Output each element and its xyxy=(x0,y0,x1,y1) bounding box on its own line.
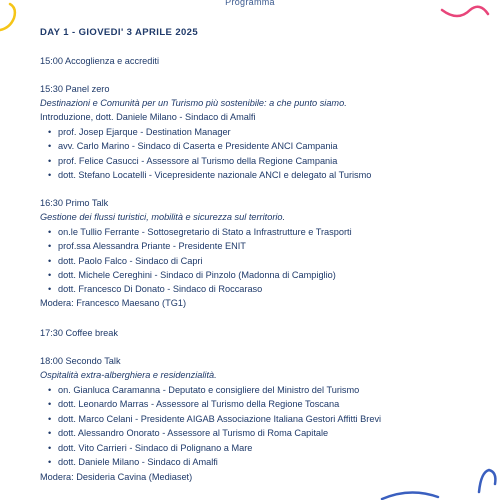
session-topic: Ospitalità extra-alberghiera e residenzialità. xyxy=(40,370,217,380)
speaker-item: • dott. Stefano Locatelli - Vicepresidente nazionale ANCI e delegato al Turismo xyxy=(48,170,372,180)
speaker-item: • dott. Paolo Falco - Sindaco di Capri xyxy=(48,256,203,266)
moderator-line: Modera: Francesco Maesano (TG1) xyxy=(40,298,187,308)
speaker-item: • dott. Daniele Milano - Sindaco di Amalfi xyxy=(48,457,218,467)
session-title: 15:30 Panel zero xyxy=(40,84,110,94)
section-header: Programma xyxy=(225,0,275,7)
speaker-item: • avv. Carlo Marino - Sindaco di Caserta e Presidente ANCI Campania xyxy=(48,141,338,151)
speaker-item: • dott. Michele Cereghini - Sindaco di Pinzolo (Madonna di Campiglio) xyxy=(48,270,336,280)
speaker-item: • prof. Josep Ejarque - Destination Manager xyxy=(48,127,231,137)
speaker-item: • dott. Francesco Di Donato - Sindaco di Roccaraso xyxy=(48,284,263,294)
speaker-item: • on. Gianluca Caramanna - Deputato e consigliere del Ministro del Turismo xyxy=(48,385,360,395)
blue-arc-decoration-bottom xyxy=(380,485,440,500)
schedule-line: 15:00 Accoglienza e accrediti xyxy=(40,56,160,66)
moderator-line: Modera: Desideria Cavina (Mediaset) xyxy=(40,472,193,482)
session-title: 16:30 Primo Talk xyxy=(40,198,109,208)
blue-squiggle-decoration-right xyxy=(475,462,500,500)
session-topic: Gestione dei flussi turistici, mobilità e sicurezza sul territorio. xyxy=(40,212,286,222)
day-title: DAY 1 - GIOVEDI' 3 APRILE 2025 xyxy=(40,27,199,38)
speaker-item: • dott. Marco Celani - Presidente AIGAB Associazione Italiana Gestori Affitti Brevi xyxy=(48,414,382,424)
schedule-line: 17:30 Coffee break xyxy=(40,328,118,338)
speaker-item: • dott. Leonardo Marras - Assessore al Turismo della Regione Toscana xyxy=(48,399,340,409)
session-topic: Destinazioni e Comunità per un Turismo più sostenibile: a che punto siamo. xyxy=(40,98,347,108)
speaker-item: • dott. Alessandro Onorato - Assessore al Turismo di Roma Capitale xyxy=(48,428,329,438)
speaker-item: • on.le Tullio Ferrante - Sottosegretario di Stato a Infrastrutture e Trasporti xyxy=(48,227,352,237)
speaker-item: • prof.ssa Alessandra Priante - Presidente ENIT xyxy=(48,241,246,251)
speaker-item: • dott. Vito Carrieri - Sindaco di Polignano a Mare xyxy=(48,443,253,453)
session-intro: Introduzione, dott. Daniele Milano - Sindaco di Amalfi xyxy=(40,112,256,122)
speaker-item: • prof. Felice Casucci - Assessore al Turismo della Regione Campania xyxy=(48,156,338,166)
session-title: 18:00 Secondo Talk xyxy=(40,356,121,366)
